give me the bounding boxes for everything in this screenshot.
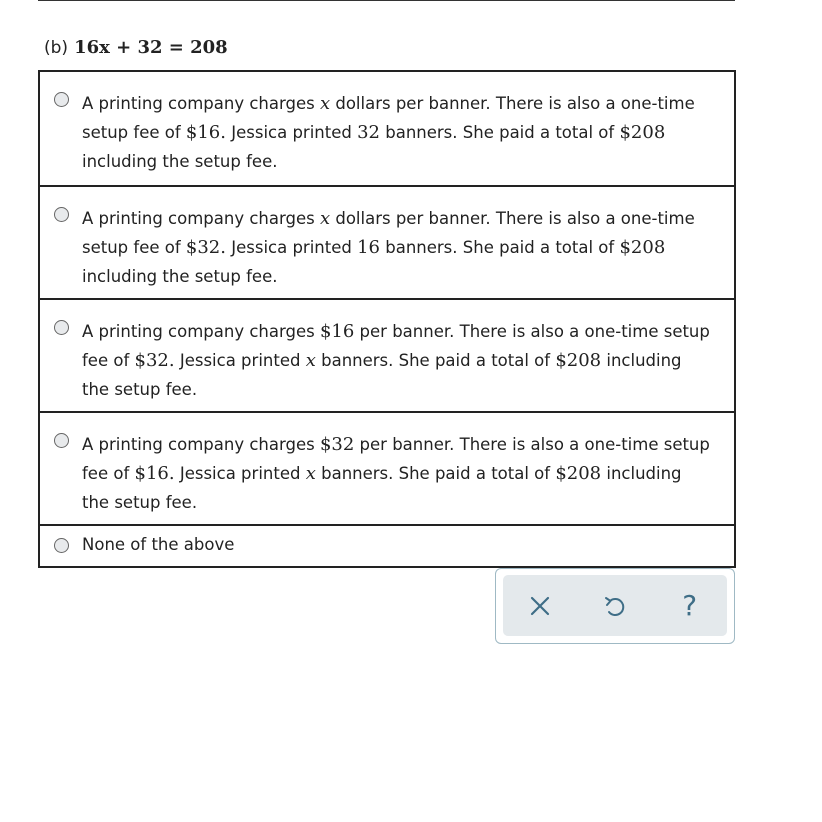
option-none[interactable]: None of the above [40, 524, 734, 566]
part-label [44, 37, 228, 58]
help-icon: ? [682, 589, 698, 622]
option-1[interactable]: A printing company charges x dollars per banner. There is also a one-time setup fee of $16. Jessica printed 32 banners. She paid a total of $208 including the setup fee. [40, 72, 734, 185]
help-button[interactable] [665, 581, 715, 631]
answer-toolbar [495, 568, 735, 644]
radio-button[interactable] [54, 538, 69, 553]
top-divider [38, 0, 735, 1]
option-2[interactable]: A printing company charges x dollars per banner. There is also a one-time setup fee of $32. Jessica printed 16 banners. She paid a total of $208 including the setup fee. [40, 185, 734, 298]
close-icon [529, 595, 551, 617]
radio-button[interactable] [54, 92, 69, 107]
toolbar-buttons [503, 575, 727, 636]
radio-button[interactable] [54, 320, 69, 335]
part-tag: (b) [44, 38, 69, 58]
option-3[interactable]: A printing company charges $16 per banner. There is also a one-time setup fee of $32. Jessica printed x banners. She paid a total of $208 including the setup fee. [40, 298, 734, 411]
radio-button[interactable] [54, 433, 69, 448]
part-equation: 16x + 32 = 208 [74, 37, 228, 58]
answer-options [38, 70, 736, 568]
undo-button[interactable] [590, 581, 640, 631]
radio-button[interactable] [54, 207, 69, 222]
option-4[interactable]: A printing company charges $32 per banner. There is also a one-time setup fee of $16. Jessica printed x banners. She paid a total of $208 including the setup fee. [40, 411, 734, 524]
clear-button[interactable] [515, 581, 565, 631]
undo-icon [603, 593, 627, 619]
